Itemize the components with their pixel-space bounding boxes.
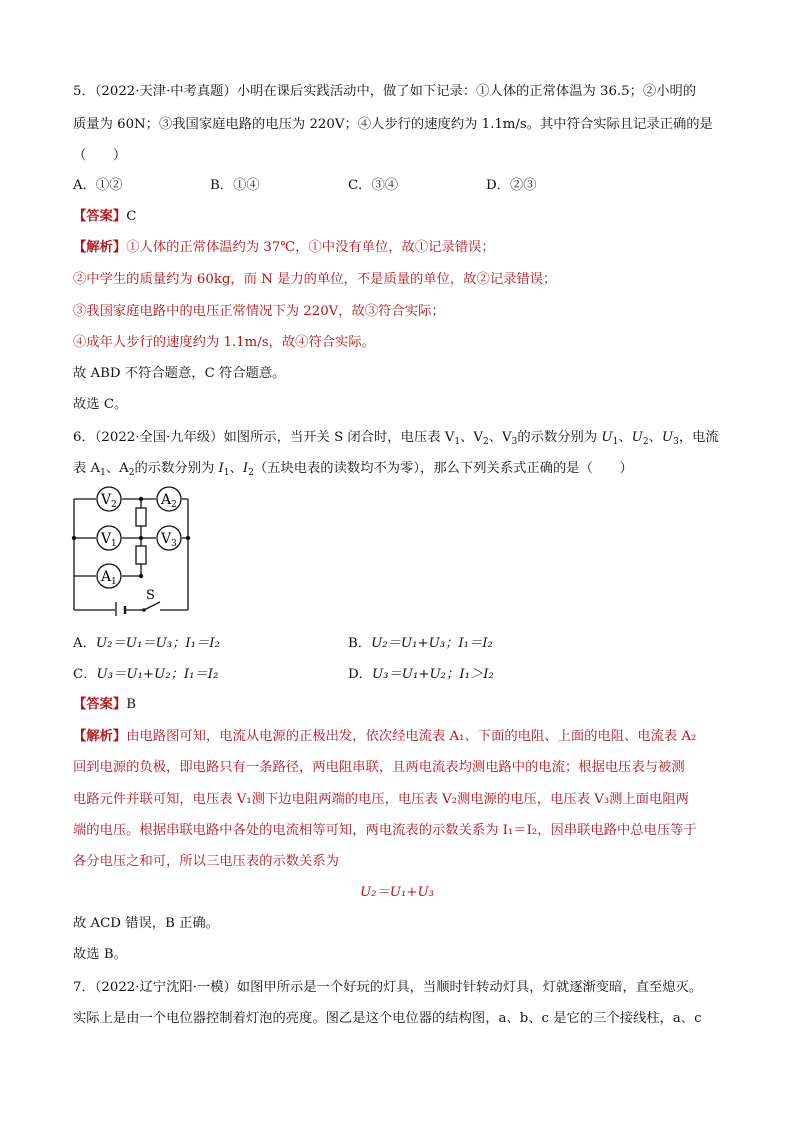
svg-text:1: 1 (111, 577, 117, 587)
q6-l2-d: 、 (229, 461, 243, 476)
q6-l2-e: （五块电表的读数均不为零），那么下列关系式正确的是（ ） (253, 461, 633, 476)
q5-answer-label: 【答案】 (73, 209, 127, 224)
q6-l1-g: ，电流 (678, 430, 719, 445)
q6-analysis-text: 由电路图可知，电流从电源的正极出发，依次经电流表 A₁、下面的电阻、上面的电阻、电流表 A₂ (126, 729, 697, 744)
q5-analysis-text: ①人体的正常体温约为 37℃，①中没有单位，故①记录错误； (126, 240, 495, 255)
q5-answer-value: C (126, 209, 137, 224)
q6-option-d: D．U₃＝U₁+U₂；I₁＞I₂ (348, 667, 494, 682)
meter-a2 (157, 487, 181, 511)
q6-l1-e: 、 (618, 430, 632, 445)
q6-l2-b: 、A (105, 461, 129, 476)
meter-v1 (97, 526, 121, 550)
q6-option-c: C．U₃＝U₁+U₂；I₁＝I₂ (73, 667, 219, 682)
q7-stem-line-2: 实际上是由一个电位器控制着灯泡的亮度。图乙是这个电位器的结构图，a、b、c 是它的三个接线柱，a、c (73, 1011, 702, 1026)
q5-analysis-line-1 (73, 238, 733, 258)
q6-result: 故 ACD 错误，B 正确。 (73, 916, 219, 931)
svg-text:A: A (101, 569, 112, 585)
switch-label: S (146, 588, 155, 603)
q6-l2-a: 表 A (73, 461, 101, 476)
q6-formula: U₂＝U₁+U₃ (359, 885, 435, 900)
q6-conclusion: 故选 B。 (73, 947, 127, 962)
q6-l1-b: 、V (460, 430, 483, 445)
q6-l1-f: 、 (648, 430, 662, 445)
q6-stem-line-1: 6．（2022·全国·九年级）如图所示，当开关 S 闭合时，电压表 $V_1$、$V_2$、$V_3$的示数分别为 $U_1$、$U_2$、$U_3$，电流 (73, 430, 719, 447)
q6-answer-value: B (126, 697, 136, 712)
q5-stem-line-2: 质量为 60N；③我国家庭电路的电压为 220V；④人步行的速度约为 1.1m/s。其中符合实际且记录正确的是 (73, 117, 713, 132)
q6-option-a: A．U₂＝U₁＝U₃；I₁＝I₂ (73, 636, 220, 651)
q6-stem-line-2: 表 $A_1$、$A_2$的示数分别为 $I_1$、$I_2$（五块电表的读数均不为零），那么下列关系式正确的是（ ） (73, 461, 633, 478)
q6-answer-label: 【答案】 (73, 697, 127, 712)
q5-option-b: B．①④ (210, 178, 260, 193)
svg-text:V: V (101, 531, 112, 547)
meter-a1 (97, 564, 121, 588)
q6-l1-d: 的示数分别为 (517, 430, 602, 445)
q5-analysis-label: 【解析】 (73, 240, 127, 255)
svg-text:2: 2 (111, 500, 117, 510)
svg-text:3: 3 (171, 539, 177, 549)
q6-l2-c: 的示数分别为 (134, 461, 219, 476)
svg-text:V: V (101, 492, 112, 508)
meter-v3 (157, 526, 181, 550)
q7-stem-line-1: 7．（2022·辽宁沈阳·一模）如图甲所示是一个好玩的灯具，当顺时针转动灯具，灯就逐渐变暗，直至熄灭。 (73, 980, 703, 995)
q6-analysis-line-1 (73, 727, 733, 747)
q6-analysis-label: 【解析】 (73, 729, 127, 744)
q6-l1-c: 、V (488, 430, 512, 445)
q6-analysis-line-4: 端的电压。根据串联电路中各处的电流相等可知，两电流表的示数关系为 I₁＝I₂，因串联电路中总电压等于 (73, 823, 697, 838)
q5-analysis-line-2: ②中学生的质量约为 60kg，而 N 是力的单位，不是质量的单位，故②记录错误； (73, 272, 557, 287)
q6-analysis-line-2: 回到电源的负极，即电路只有一条路径，两电阻串联，且两电流表均测电路中的电流；根据电压表与被测 (73, 760, 685, 775)
q5-analysis-line-5: 故 ABD 不符合题意，C 符合题意。 (73, 366, 286, 381)
q5-answer (73, 207, 733, 227)
svg-text:A: A (161, 492, 172, 508)
q5-stem-line-3: （ ） (73, 148, 127, 163)
circuit-diagram (68, 486, 198, 616)
q6-analysis-line-5: 各分电压之和可，所以三电压表的示数关系为 (73, 854, 339, 869)
q5-option-c: C．③④ (348, 178, 399, 193)
q5-analysis-line-4: ④成年人步行的速度约为 1.1m/s，故④符合实际。 (73, 335, 375, 350)
svg-text:V: V (161, 531, 172, 547)
q5-analysis-line-3: ③我国家庭电路中的电压正常情况下为 220V，故③符合实际； (73, 304, 445, 319)
q6-l1-a: 6．（2022·全国·九年级）如图所示，当开关 S 闭合时，电压表 V (73, 430, 455, 445)
svg-text:2: 2 (171, 500, 177, 510)
meter-v2 (97, 487, 121, 511)
q6-analysis-line-3: 电路元件并联可知，电压表 V₁测下边电阻两端的电压，电压表 V₂测电源的电压，电压表 V₃测上面电阻两 (73, 792, 689, 807)
q5-option-d: D．②③ (486, 178, 537, 193)
q5-stem-line-1: 5．（2022·天津·中考真题）小明在课后实践活动中，做了如下记录：①人体的正常体温为 36.5；②小明的 (73, 84, 697, 99)
q6-option-b: B．U₂＝U₁+U₃；I₁＝I₂ (348, 636, 493, 651)
q6-answer (73, 695, 733, 715)
q5-conclusion: 故选 C。 (73, 397, 128, 412)
svg-text:1: 1 (111, 539, 117, 549)
q5-option-a: A．①② (73, 178, 123, 193)
